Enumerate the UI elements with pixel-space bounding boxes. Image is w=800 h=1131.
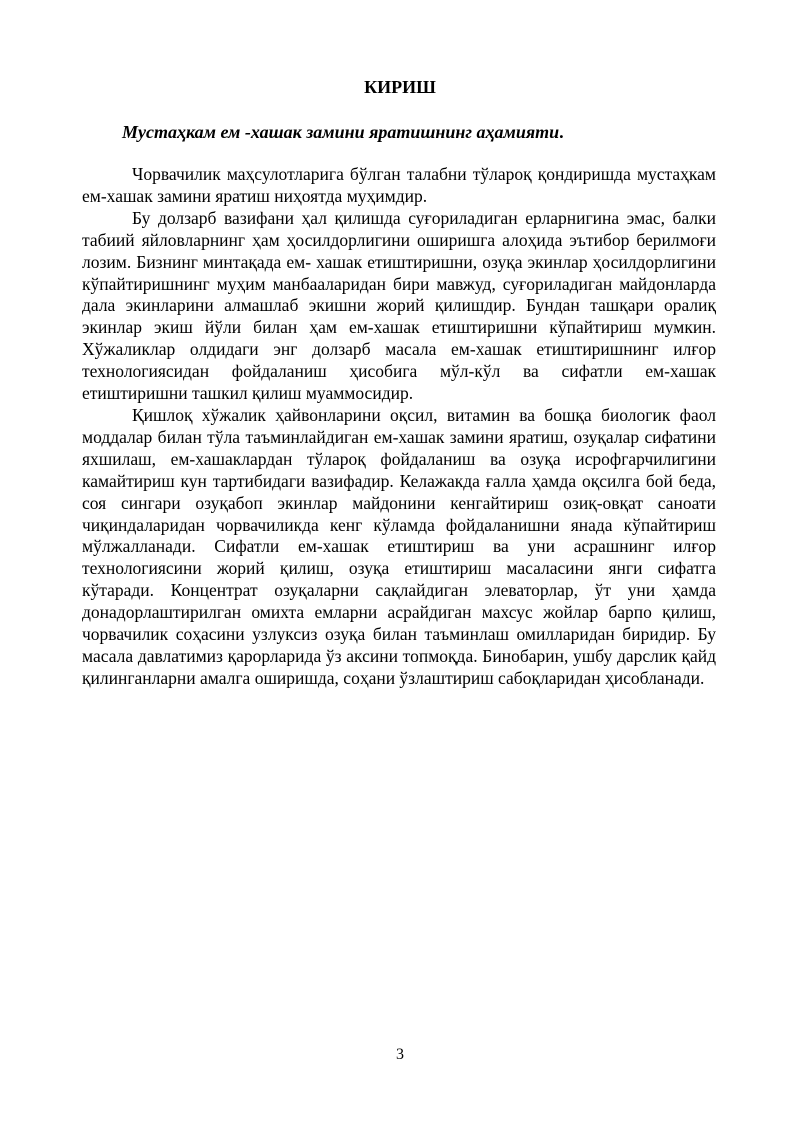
paragraph-3: Қишлоқ хўжалик ҳайвонларини оқсил, витамин ва бошқа биологик фаол моддалар билан тўла таъминлайдиган ем-хашак замини яратиш, озуқалар сифатини яхшилаш, ем-хашаклардан тўлароқ фойдаланиш ва озуқа исрофгарчилигини камайтириш кун тартибидаги вазифадир. Келажакда ғалла ҳамда оқсилга бой беда, соя сингари озуқабоп экинлар майдонини кенгайтириш озиқ-овқат саноати чиқиндаларидан чорвачиликда кенг кўламда фойдаланишни янада кўпайтириш мўлжалланади. Сифатли ем-хашак етиштириш ва уни асрашнинг илғор технологиясини жорий қилиш, озуқа етиштириш масаласини янги сифатга кўтаради. Концентрат озуқаларни сақлайдиган элеваторлар, ўт уни ҳамда донадорлаштирилган омихта емларни асрайдиган махсус жойлар барпо қилиш, чорвачилик соҳасини узлуксиз озуқа билан таъминлаш омилларидан биридир. Бу масала давлатимиз қарорларида ўз аксини топмоқда. Бинобарин, ушбу дарслик қайд қилинганларни амалга оширишда, соҳани ўзлаштириш сабоқларидан ҳисобланади.	[82, 404, 716, 688]
section-subtitle-period: .	[559, 122, 564, 142]
section-subtitle	[122, 121, 722, 143]
paragraph-1: Чорвачилик маҳсулотларига бўлган талабни тўлароқ қондиришда мустаҳкам ем-хашак замини яратиш ниҳоятда муҳимдир.	[82, 164, 716, 206]
page-title: КИРИШ	[364, 77, 436, 97]
section-subtitle-text: Мустаҳкам ем -хашак замини яратишнинг аҳамияти	[122, 122, 560, 142]
page-number: 3	[396, 1046, 404, 1063]
paragraph-2: Бу долзарб вазифани ҳал қилишда суғориладиган ерларнигина эмас, балки табиий яйловларнинг ҳам ҳосилдорлигини оширишга алоҳида эътибор берилмоғи лозим. Бизнинг минтақада ем- хашак етиштиришни, озуқа экинлар ҳосилдорлигини кўпайтиришнинг муҳим манбааларидан бири мавжуд, суғориладиган майдонларда дала экинларини алмашлаб экишни жорий қилишдир. Бундан ташқари оралиқ экинлар экиш йўли билан ҳам ем-хашак етиштиришни кўпайтириш мумкин. Хўжаликлар олдидаги энг долзарб масала ем-хашак етиштиришнинг илғор технологиясидан фойдаланиш ҳисобига мўл-кўл ва сифатли ем-хашак етиштиришни ташкил қилиш муаммосидир.	[82, 207, 716, 404]
body-text	[82, 164, 716, 690]
